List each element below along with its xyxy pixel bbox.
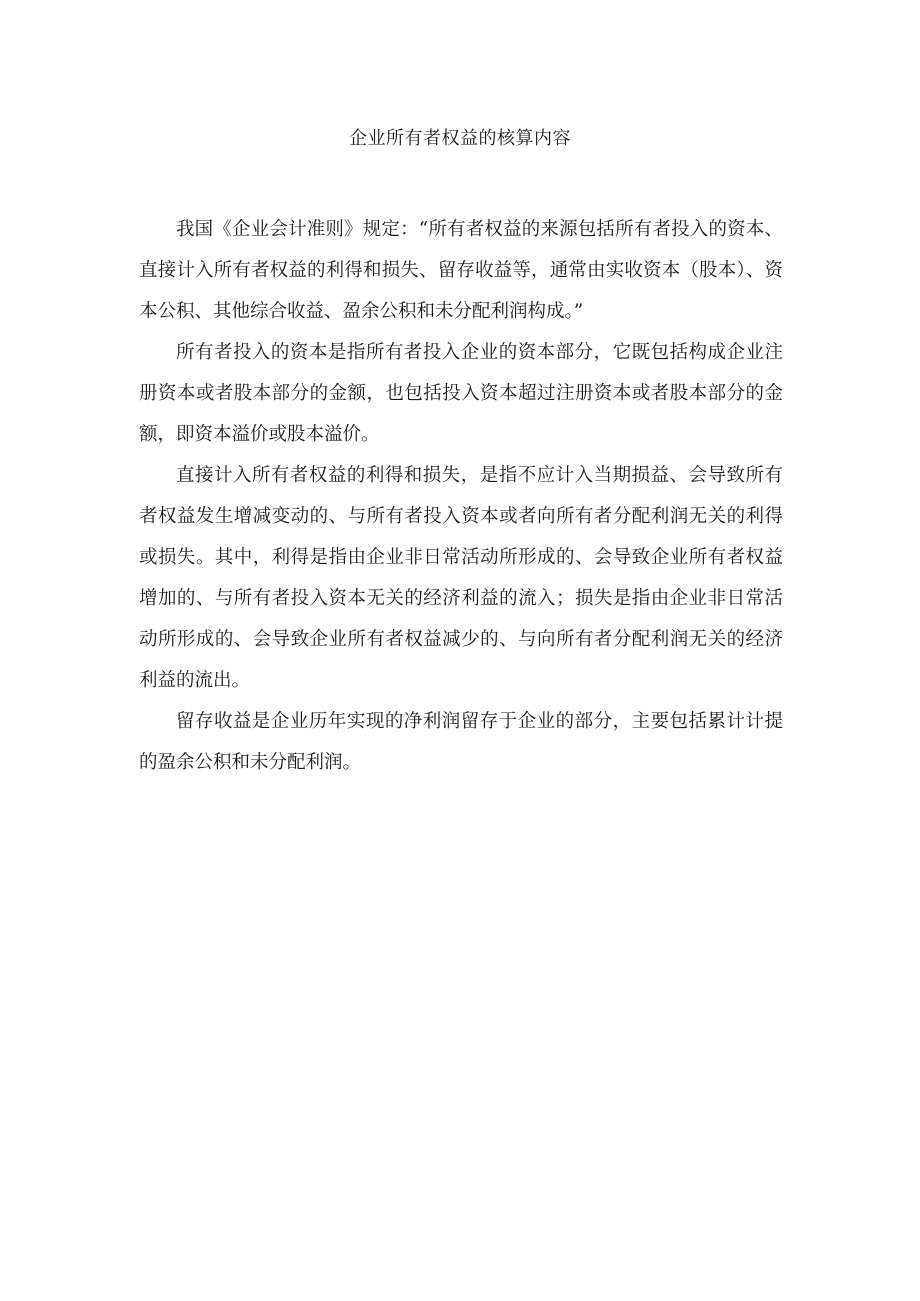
paragraph-standard-definition: 我国《企业会计准则》规定：“所有者权益的来源包括所有者投入的资本、直接计入所有者权益的利得和损失、留存收益等，通常由实收资本（股本）、资本公积、其他综合收益、盈余公积和未分配利润构成。” xyxy=(139,219,783,322)
paragraph-gains-and-losses: 直接计入所有者权益的利得和损失，是指不应计入当期损益、会导致所有者权益发生增减变动的、与所有者投入资本或者向所有者分配利润无关的利得或损失。其中，利得是指由企业非日常活动所形成的、会导致企业所有者权益增加的、与所有者投入资本无关的经济利益的流入；损失是指由企业非日常活动所形成的、会导致企业所有者权益减少的、与向所有者分配利润无关的经济利益的流出。 xyxy=(139,465,783,691)
paragraph-invested-capital: 所有者投入的资本是指所有者投入企业的资本部分，它既包括构成企业注册资本或者股本部分的金额，也包括投入资本超过注册资本或者股本部分的金额，即资本溢价或股本溢价。 xyxy=(139,342,783,445)
document-body xyxy=(139,209,783,783)
paragraph-retained-earnings: 留存收益是企业历年实现的净利润留存于企业的部分，主要包括累计计提的盈余公积和未分配利润。 xyxy=(139,711,783,773)
document-title: 企业所有者权益的核算内容 xyxy=(349,128,571,149)
